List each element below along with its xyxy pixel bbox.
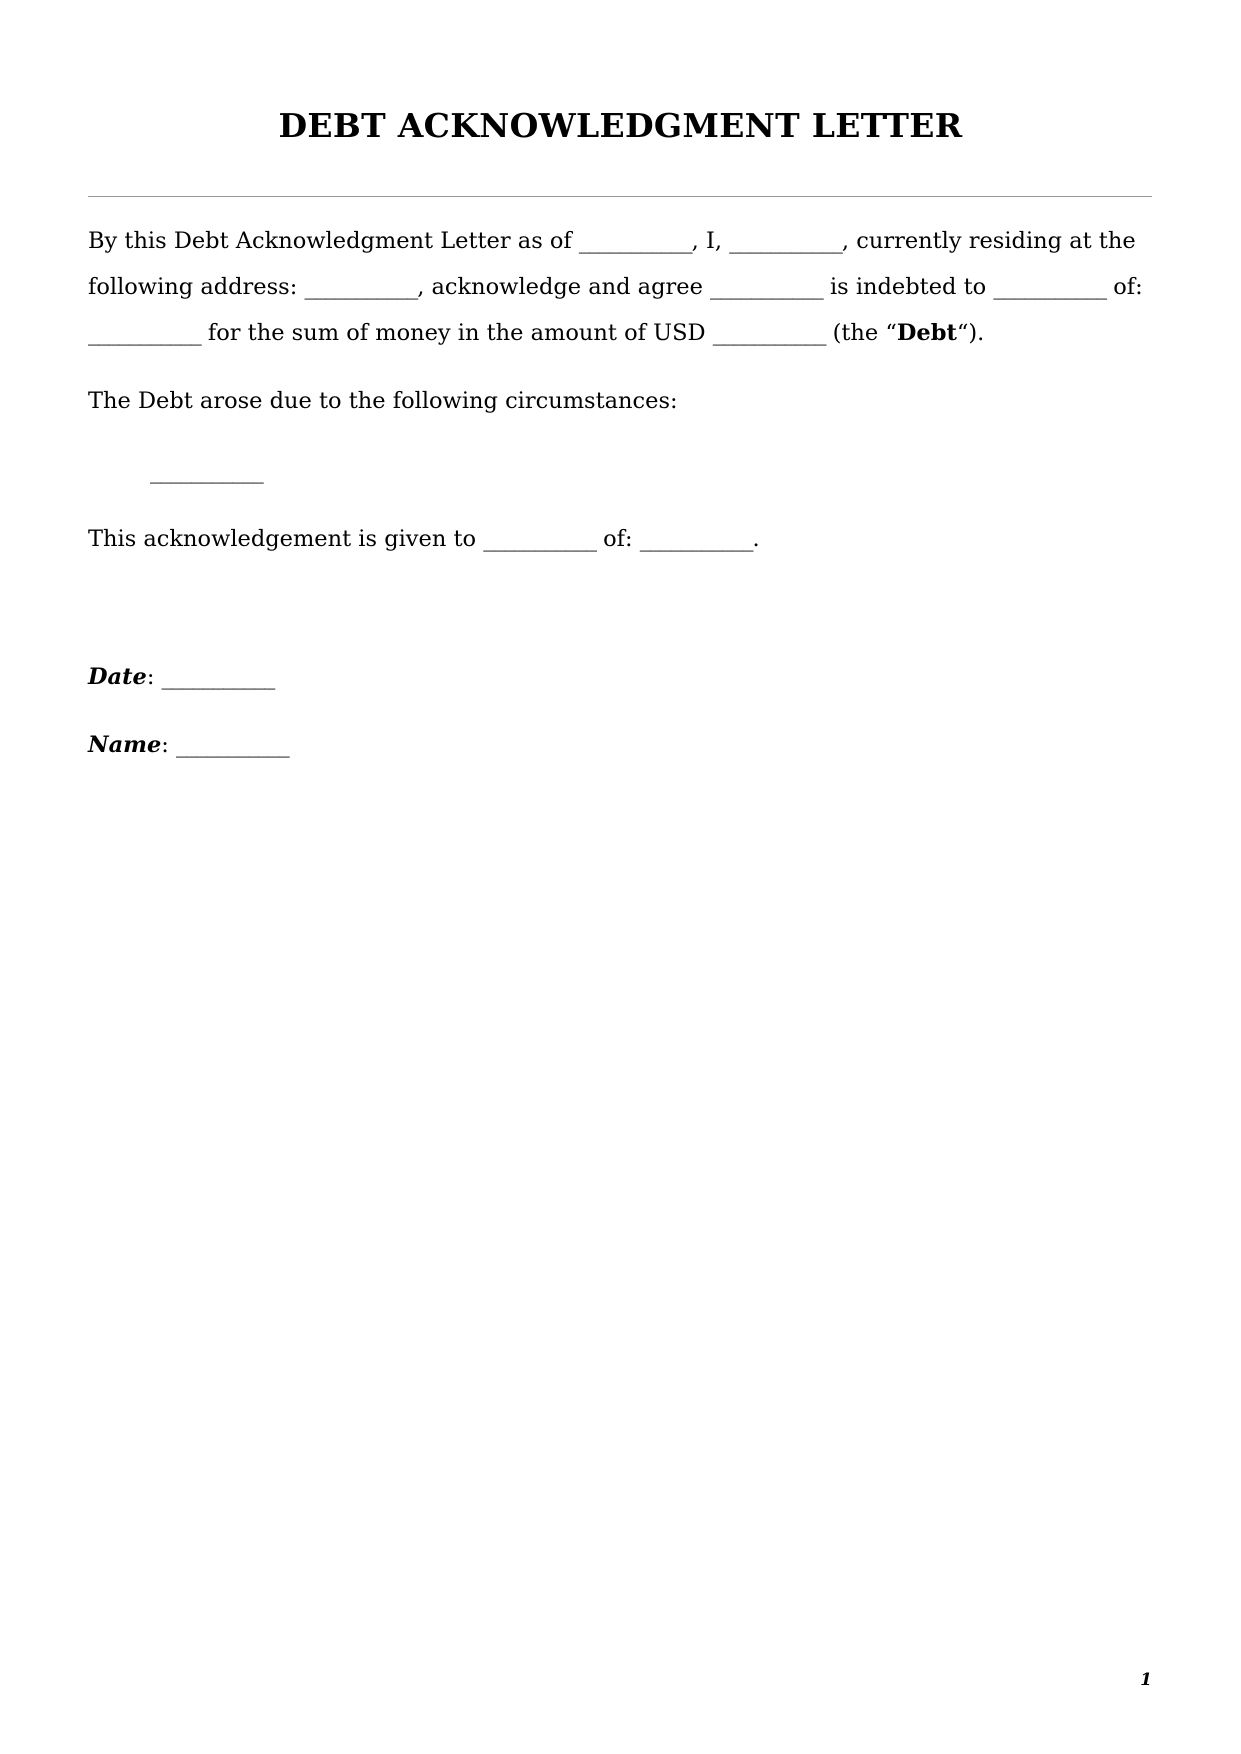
defined-term-debt: Debt: [896, 320, 957, 346]
circumstances-blank: [150, 448, 1214, 494]
paragraph-text: (the “: [825, 320, 897, 346]
document-title: DEBT ACKNOWLEDGMENT LETTER: [278, 106, 963, 145]
opening-paragraph: [88, 218, 1152, 356]
blank-field-circumstances: ___________: [150, 458, 263, 484]
paragraph-text: is indebted to: [822, 274, 994, 300]
given-to-paragraph: [88, 516, 1152, 562]
signature-date-line: [88, 654, 1152, 700]
blank-field-creditor-address: ___________: [88, 320, 201, 346]
label-separator: :: [146, 664, 162, 690]
paragraph-text: , acknowledge and agree: [417, 274, 711, 300]
paragraph-text: , currently residing at the following address:: [88, 228, 1136, 300]
page-number: 1: [1140, 1670, 1152, 1690]
paragraph-text: for the sum of money in the amount of USD: [200, 320, 713, 346]
blank-field-creditor-name: ___________: [993, 274, 1107, 300]
blank-field-amount: ___________: [712, 320, 826, 346]
signature-name-line: [88, 722, 1152, 768]
label-separator: :: [161, 732, 177, 758]
paragraph-text: By this Debt Acknowledgment Letter as of: [88, 228, 579, 254]
blank-field-date: ___________: [578, 228, 692, 254]
blank-field-signature-date: ___________: [161, 664, 275, 690]
title-divider: [88, 196, 1152, 197]
blank-field-recipient: ___________: [483, 526, 596, 552]
paragraph-text: of:: [1106, 274, 1143, 300]
paragraph-text: of:: [595, 526, 640, 552]
blank-field-party: ___________: [710, 274, 823, 300]
blank-field-recipient-address: ___________: [639, 526, 753, 552]
blank-field-address: ___________: [304, 274, 418, 300]
circumstances-paragraph: The Debt arose due to the following circumstances:: [88, 388, 678, 414]
blank-field-signature-name: ___________: [176, 732, 289, 758]
date-label: Date: [88, 664, 147, 690]
blank-field-debtor-name: ___________: [729, 228, 842, 254]
paragraph-text: “).: [956, 320, 985, 346]
paragraph-text: , I,: [691, 228, 730, 254]
paragraph-text: .: [752, 526, 760, 552]
name-label: Name: [88, 732, 162, 758]
paragraph-text: This acknowledgement is given to: [88, 526, 484, 552]
